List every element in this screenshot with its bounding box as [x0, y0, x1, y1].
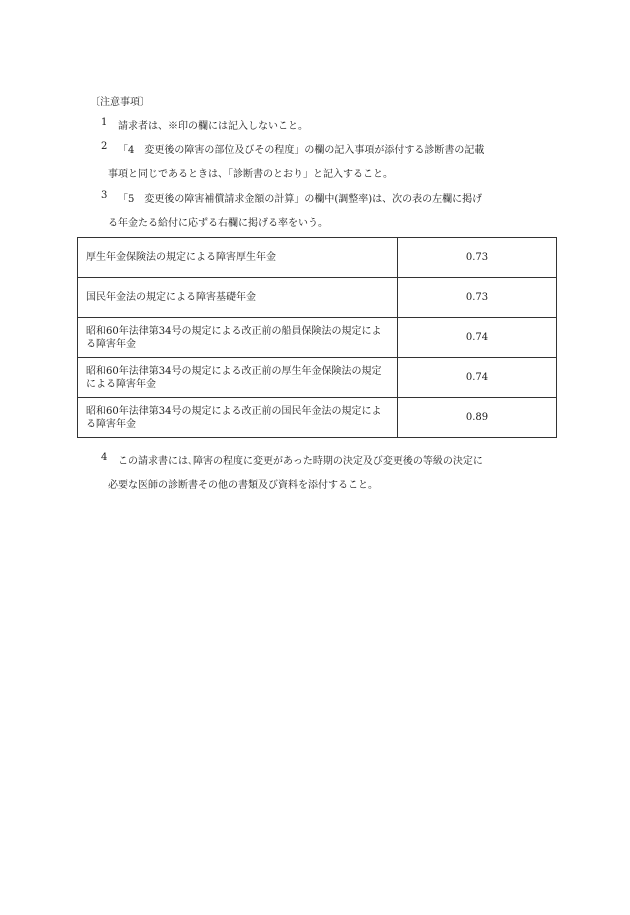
- rate-cell: 0.73: [398, 238, 557, 278]
- note-2-line-2: 事項と同じであるときは、「診断書のとおり」と記入すること。: [108, 169, 393, 180]
- rate-cell: 0.74: [398, 318, 557, 358]
- note-3-line-2: る年金たる給付に応ずる右欄に掲げる率をいう。: [108, 218, 328, 229]
- benefit-type-cell: 厚生年金保険法の規定による障害厚生年金: [78, 238, 398, 278]
- benefit-type-cell: 昭和60年法律第34号の規定による改正前の船員保険法の規定による障害年金: [78, 318, 398, 358]
- note-3-number: 3: [101, 190, 108, 201]
- note-2-line-1: 「4 変更後の障害の部位及びその程度」の欄の記入事項が添付する診断書の記載: [118, 145, 485, 156]
- notes-heading: 〔注意事項〕: [90, 97, 150, 108]
- rate-cell: 0.73: [398, 278, 557, 318]
- note-4-line-2: 必要な医師の診断書その他の書類及び資料を添付すること。: [108, 480, 378, 491]
- note-4-number: 4: [101, 452, 108, 463]
- table-row: [78, 398, 557, 438]
- table-row: [78, 318, 557, 358]
- benefit-type-cell: 国民年金法の規定による障害基礎年金: [78, 278, 398, 318]
- note-2-number: 2: [101, 141, 108, 152]
- adjustment-rate-table: [77, 237, 557, 438]
- rate-cell: 0.74: [398, 358, 557, 398]
- benefit-type-cell: 昭和60年法律第34号の規定による改正前の厚生年金保険法の規定による障害年金: [78, 358, 398, 398]
- benefit-type-cell: 昭和60年法律第34号の規定による改正前の国民年金法の規定による障害年金: [78, 398, 398, 438]
- rate-cell: 0.89: [398, 398, 557, 438]
- note-4-line-1: この請求書には､障害の程度に変更があった時期の決定及び変更後の等級の決定に: [118, 456, 483, 467]
- table-row: [78, 238, 557, 278]
- note-1-number: 1: [101, 117, 108, 128]
- note-3-line-1: 「5 変更後の障害補償請求金額の計算」の欄中(調整率)は、次の表の左欄に掲げ: [118, 194, 483, 205]
- table-row: [78, 358, 557, 398]
- note-1-text: 請求者は、※印の欄には記入しないこと。: [118, 121, 308, 132]
- table-row: [78, 278, 557, 318]
